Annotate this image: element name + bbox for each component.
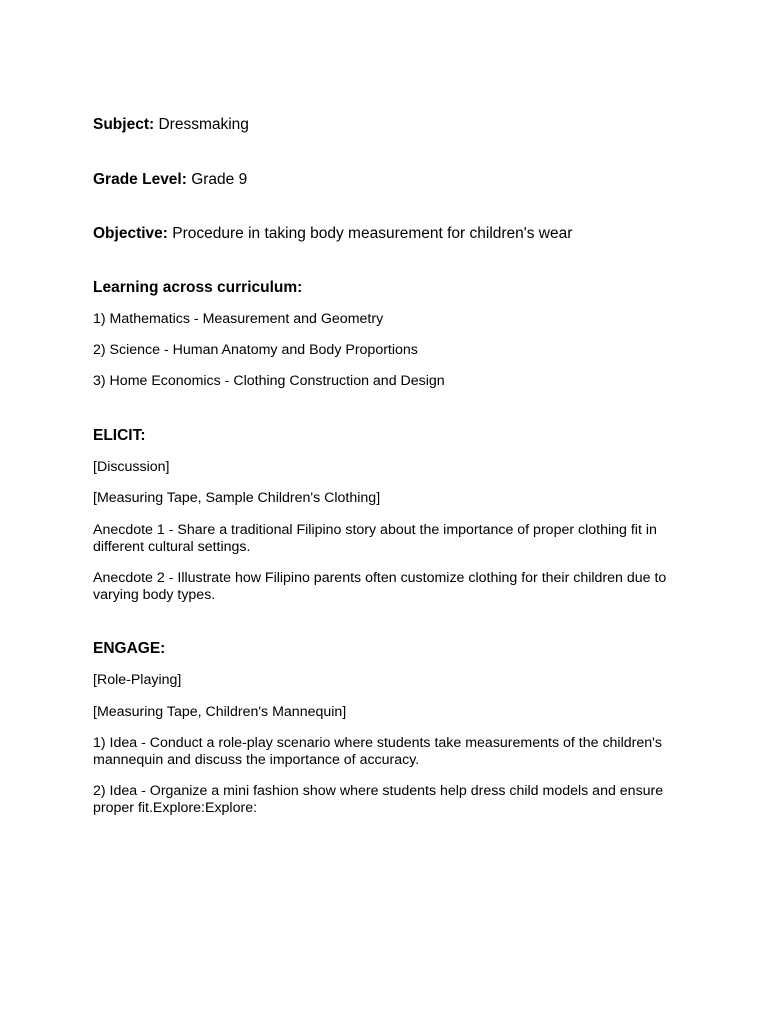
elicit-anecdote: Anecdote 2 - Illustrate how Filipino parents often customize clothing for their children due to varying body types. xyxy=(93,570,667,603)
objective-line xyxy=(93,225,683,243)
subject-line xyxy=(93,116,683,134)
subject-label: Subject: xyxy=(93,116,155,133)
elicit-activity: [Discussion] xyxy=(93,459,170,475)
elicit-anecdote: Anecdote 1 - Share a traditional Filipino story about the importance of proper clothing fit in different cultural settings. xyxy=(93,522,657,555)
learning-item: 2) Science - Human Anatomy and Body Proportions xyxy=(93,342,418,358)
subject-value: Dressmaking xyxy=(158,116,249,133)
learning-heading: Learning across curriculum: xyxy=(93,279,303,296)
grade-level-line xyxy=(93,171,683,189)
engage-activity: [Role-Playing] xyxy=(93,672,182,688)
elicit-materials: [Measuring Tape, Sample Children's Clothing] xyxy=(93,490,381,506)
grade-level-value: Grade 9 xyxy=(191,171,248,188)
objective-value: Procedure in taking body measurement for children's wear xyxy=(172,225,573,242)
grade-level-label: Grade Level: xyxy=(93,171,187,188)
objective-label: Objective: xyxy=(93,225,168,242)
learning-item: 3) Home Economics - Clothing Construction and Design xyxy=(93,373,445,389)
engage-idea: 2) Idea - Organize a mini fashion show where students help dress child models and ensure proper fit.Explore:Explore: xyxy=(93,783,664,816)
engage-materials: [Measuring Tape, Children's Mannequin] xyxy=(93,704,347,720)
engage-idea: 1) Idea - Conduct a role-play scenario where students take measurements of the children's mannequin and discuss the importance of accuracy. xyxy=(93,735,662,768)
learning-item: 1) Mathematics - Measurement and Geometry xyxy=(93,311,384,327)
engage-heading: ENGAGE: xyxy=(93,640,166,657)
elicit-heading: ELICIT: xyxy=(93,427,146,444)
